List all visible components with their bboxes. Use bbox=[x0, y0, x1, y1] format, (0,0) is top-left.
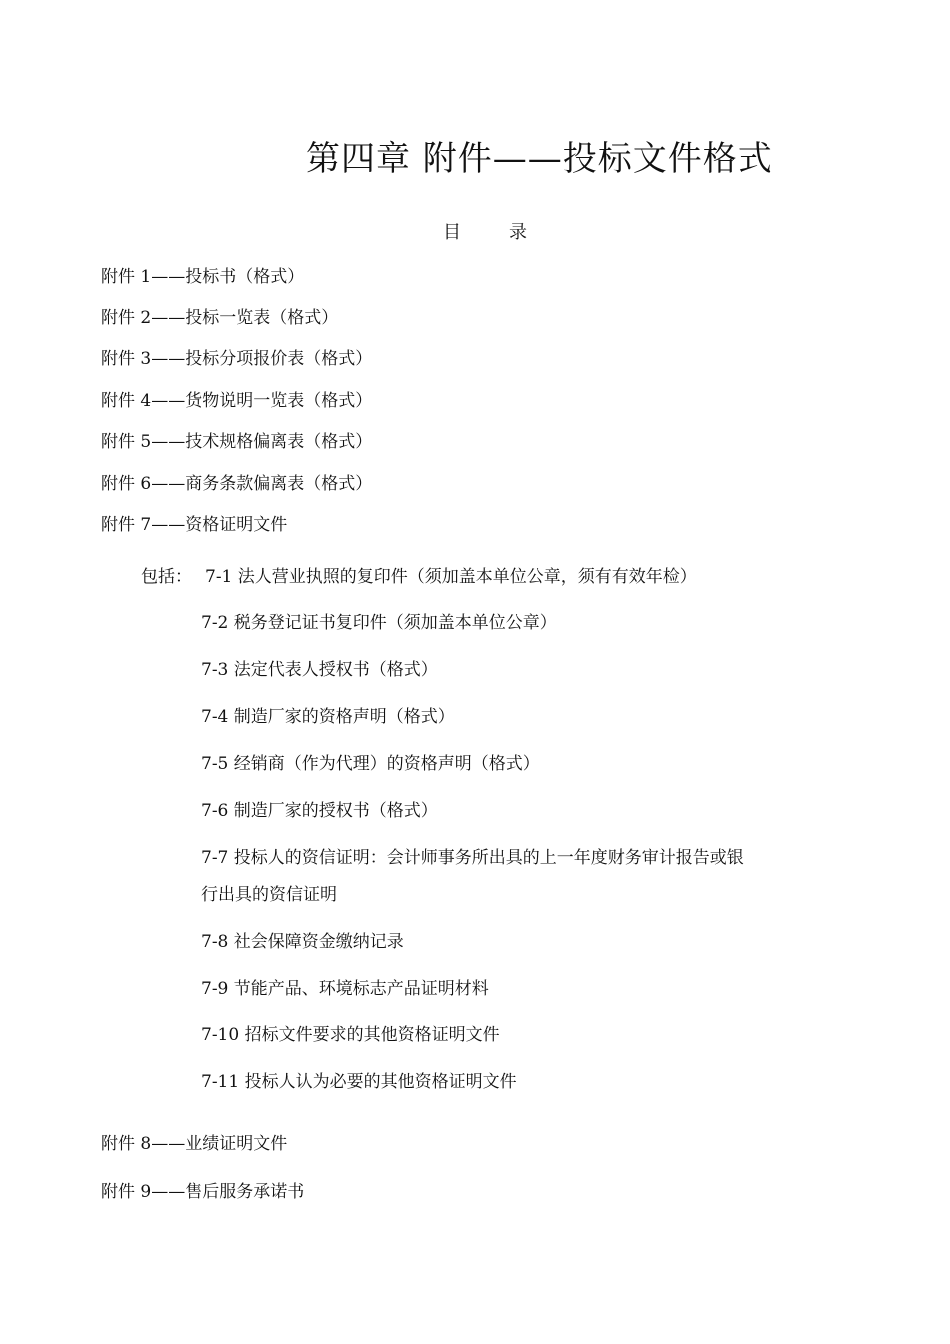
sub-item-7-2: 7-2 税务登记证书复印件（须加盖本单位公章） bbox=[201, 613, 557, 633]
sub-item-7-9: 7-9 节能产品、环境标志产品证明材料 bbox=[201, 979, 489, 999]
sub-item-7-10: 7-10 招标文件要求的其他资格证明文件 bbox=[201, 1025, 500, 1045]
toc-item-appendix-9: 附件 9——售后服务承诺书 bbox=[101, 1182, 305, 1202]
sub-item-7-7-continued: 行出具的资信证明 bbox=[201, 885, 337, 905]
page-title: 第四章 附件——投标文件格式 bbox=[306, 139, 773, 179]
toc-item-appendix-4: 附件 4——货物说明一览表（格式） bbox=[101, 391, 373, 411]
sub-item-7-8: 7-8 社会保障资金缴纳记录 bbox=[201, 932, 404, 952]
toc-item-appendix-2: 附件 2——投标一览表（格式） bbox=[101, 308, 339, 328]
toc-item-appendix-5: 附件 5——技术规格偏离表（格式） bbox=[101, 432, 373, 452]
sub-item-7-6: 7-6 制造厂家的授权书（格式） bbox=[201, 801, 438, 821]
toc-item-appendix-6: 附件 6——商务条款偏离表（格式） bbox=[101, 474, 373, 494]
toc-heading-char-2: 录 bbox=[509, 222, 527, 243]
sub-item-7-1: 7-1 法人营业执照的复印件（须加盖本单位公章，须有有效年检） bbox=[205, 567, 697, 587]
sub-item-7-7: 7-7 投标人的资信证明：会计师事务所出具的上一年度财务审计报告或银 bbox=[201, 848, 744, 868]
includes-label: 包括： bbox=[141, 567, 192, 587]
toc-item-appendix-3: 附件 3——投标分项报价表（格式） bbox=[101, 349, 373, 369]
sub-item-7-4: 7-4 制造厂家的资格声明（格式） bbox=[201, 707, 455, 727]
sub-item-7-11: 7-11 投标人认为必要的其他资格证明文件 bbox=[201, 1072, 517, 1092]
sub-item-7-3: 7-3 法定代表人授权书（格式） bbox=[201, 660, 438, 680]
toc-item-appendix-1: 附件 1——投标书（格式） bbox=[101, 267, 305, 287]
toc-item-appendix-7: 附件 7——资格证明文件 bbox=[101, 515, 288, 535]
toc-heading bbox=[443, 221, 527, 245]
toc-heading-char-1: 目 bbox=[443, 222, 461, 243]
toc-item-appendix-8: 附件 8——业绩证明文件 bbox=[101, 1134, 288, 1154]
sub-item-7-5: 7-5 经销商（作为代理）的资格声明（格式） bbox=[201, 754, 540, 774]
